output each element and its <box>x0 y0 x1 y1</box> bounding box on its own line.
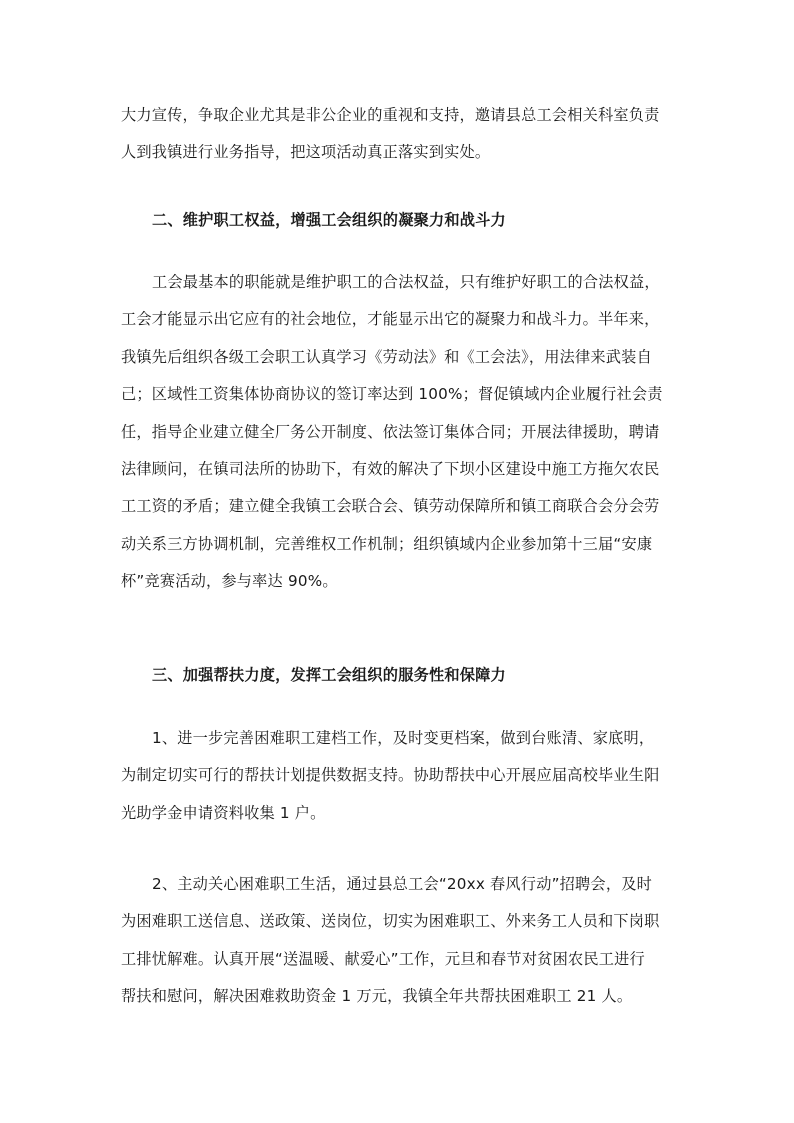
paragraph-line: 2、主动关心困难职工生活，通过县总工会“20xx 春风行动”招聘会，及时 <box>152 875 652 893</box>
paragraph-line: 法律顾问，在镇司法所的协助下，有效的解决了下坝小区建设中施工方拖欠农民 <box>121 459 660 478</box>
paragraph-line: 为困难职工送信息、送政策、送岗位，切实为困难职工、外来务工人员和下岗职 <box>121 912 660 931</box>
heading-text: 二、维护职工权益，增强工会组织的凝聚力和战斗力 <box>152 211 506 229</box>
paragraph-line: 大力宣传，争取企业尤其是非公企业的重视和支持，邀请县总工会相关科室负责 <box>121 106 660 124</box>
paragraph-line: 光助学金申请资料收集 1 户。 <box>121 803 326 822</box>
paragraph-intro <box>121 97 677 172</box>
paragraph-item-2 <box>121 866 677 1016</box>
paragraph-line: 我镇先后组织各级工会职工认真学习《劳动法》和《工会法》，用法律来武装自 <box>121 347 652 366</box>
section-heading-2 <box>121 202 677 239</box>
paragraph-line: 帮扶和慰问，解决困难救助资金 1 万元，我镇全年共帮扶困难职工 21 人。 <box>121 987 633 1006</box>
paragraph-line: 人到我镇进行业务指导，把这项活动真正落实到实处。 <box>121 143 491 162</box>
paragraph-line: 己；区域性工资集体协商协议的签订率达到 100%；督促镇域内企业履行社会责 <box>121 385 663 404</box>
paragraph-line: 工排忧解难。认真开展“送温暖、献爱心”工作，元旦和春节对贫困农民工进行 <box>121 949 645 968</box>
paragraph-line: 动关系三方协调机制，完善维权工作机制；组织镇域内企业参加第十三届“安康 <box>121 534 653 553</box>
paragraph-line: 工会才能显示出它应有的社会地位，才能显示出它的凝聚力和战斗力。半年来， <box>121 310 660 329</box>
paragraph-line: 任，指导企业建立健全厂务公开制度、依法签订集体合同；开展法律援助，聘请 <box>121 422 660 441</box>
section-heading-3 <box>121 657 677 694</box>
paragraph-line: 为制定切实可行的帮扶计划提供数据支持。协助帮扶中心开展应届高校毕业生阳 <box>121 766 660 785</box>
paragraph-line: 杯”竞赛活动，参与率达 90%。 <box>121 572 338 591</box>
paragraph-rights <box>121 264 677 601</box>
paragraph-line: 工工资的矛盾；建立健全我镇工会联合会、镇劳动保障所和镇工商联合会分会劳 <box>121 497 660 516</box>
paragraph-line: 工会最基本的职能就是维护职工的合法权益，只有维护好职工的合法权益， <box>152 273 660 291</box>
heading-text: 三、加强帮扶力度，发挥工会组织的服务性和保障力 <box>152 666 506 684</box>
paragraph-item-1 <box>121 720 677 832</box>
paragraph-line: 1、进一步完善困难职工建档工作，及时变更档案，做到台账清、家底明， <box>152 729 655 747</box>
